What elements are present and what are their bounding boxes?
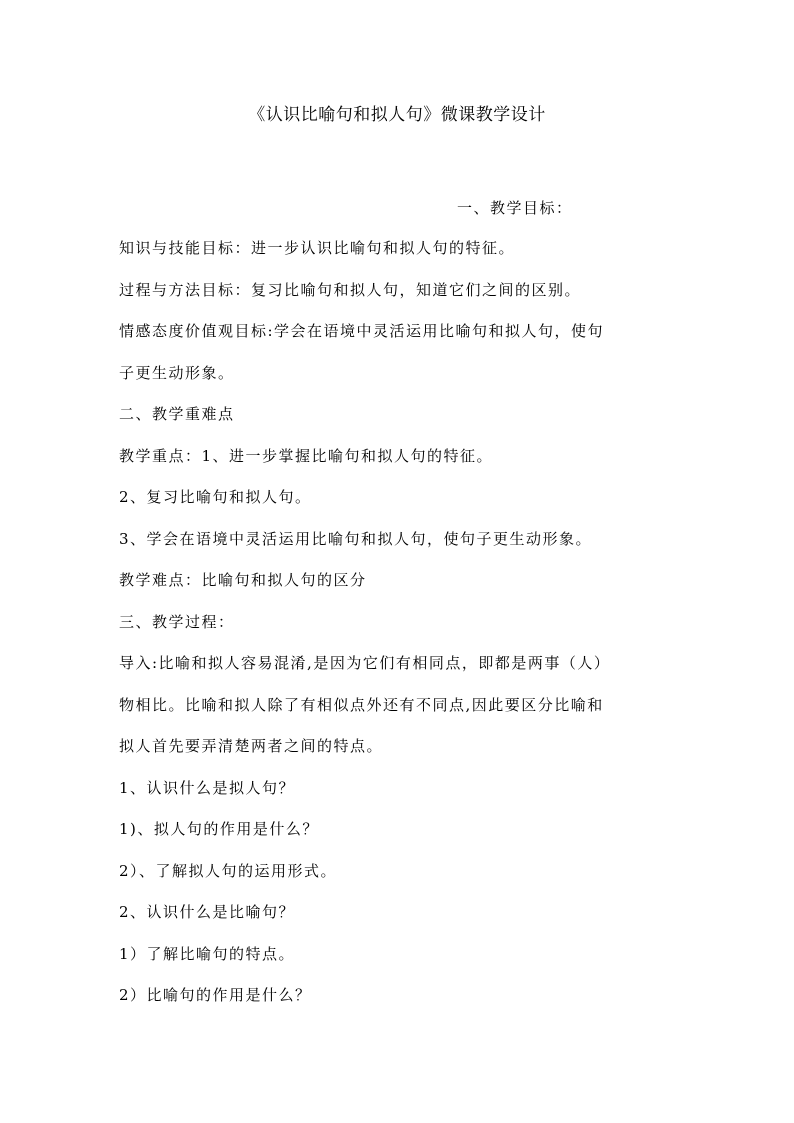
body-line-knowledge-goal: 知识与技能目标：进一步认识比喻句和拟人句的特征。 (119, 239, 516, 257)
body-line-intro-cont-1: 物相比。比喻和拟人除了有相似点外还有不同点,因此要区分比喻和 (119, 695, 604, 714)
list-item-personification: 1、认识什么是拟人句？ (119, 778, 296, 797)
section-heading-process: 三、教学过程： (119, 612, 235, 631)
body-line-intro: 导入:比喻和拟人容易混淆,是因为它们有相同点，即都是两事（人） (119, 654, 611, 672)
list-item-metaphor: 2、认识什么是比喻句？ (119, 903, 296, 921)
list-subitem-personification-role: 1)、拟人句的作用是什么？ (119, 820, 319, 838)
list-subitem-metaphor-role: 2）比喻句的作用是什么？ (119, 986, 312, 1004)
body-line-intro-cont-2: 拟人首先要弄清楚两者之间的特点。 (119, 737, 384, 755)
body-line-key-point-3: 3、学会在语境中灵活运用比喻句和拟人句，使句子更生动形象。 (119, 529, 593, 548)
document-body (119, 236, 689, 1025)
body-line-difficulty: 教学难点：比喻句和拟人句的区分 (119, 571, 367, 589)
body-line-emotion-goal: 情感态度价值观目标:学会在语境中灵活运用比喻句和拟人句，使句 (119, 322, 605, 340)
list-subitem-metaphor-features: 1）了解比喻句的特点。 (119, 944, 296, 963)
body-line-key-point-2: 2、复习比喻句和拟人句。 (119, 488, 312, 506)
document-title: 《认识比喻句和拟人句》微课教学设计 (248, 105, 546, 125)
list-subitem-personification-forms: 2）、了解拟人句的运用形式。 (119, 861, 338, 880)
body-line-emotion-goal-cont: 子更生动形象。 (119, 363, 235, 382)
section-heading-key-points: 二、教学重难点 (119, 405, 235, 423)
body-line-key-point-1: 教学重点：1、进一步掌握比喻句和拟人句的特征。 (119, 446, 494, 465)
body-line-process-goal: 过程与方法目标：复习比喻句和拟人句，知道它们之间的区别。 (119, 280, 582, 299)
section-heading-teaching-goals: 一、教学目标： (457, 199, 573, 217)
